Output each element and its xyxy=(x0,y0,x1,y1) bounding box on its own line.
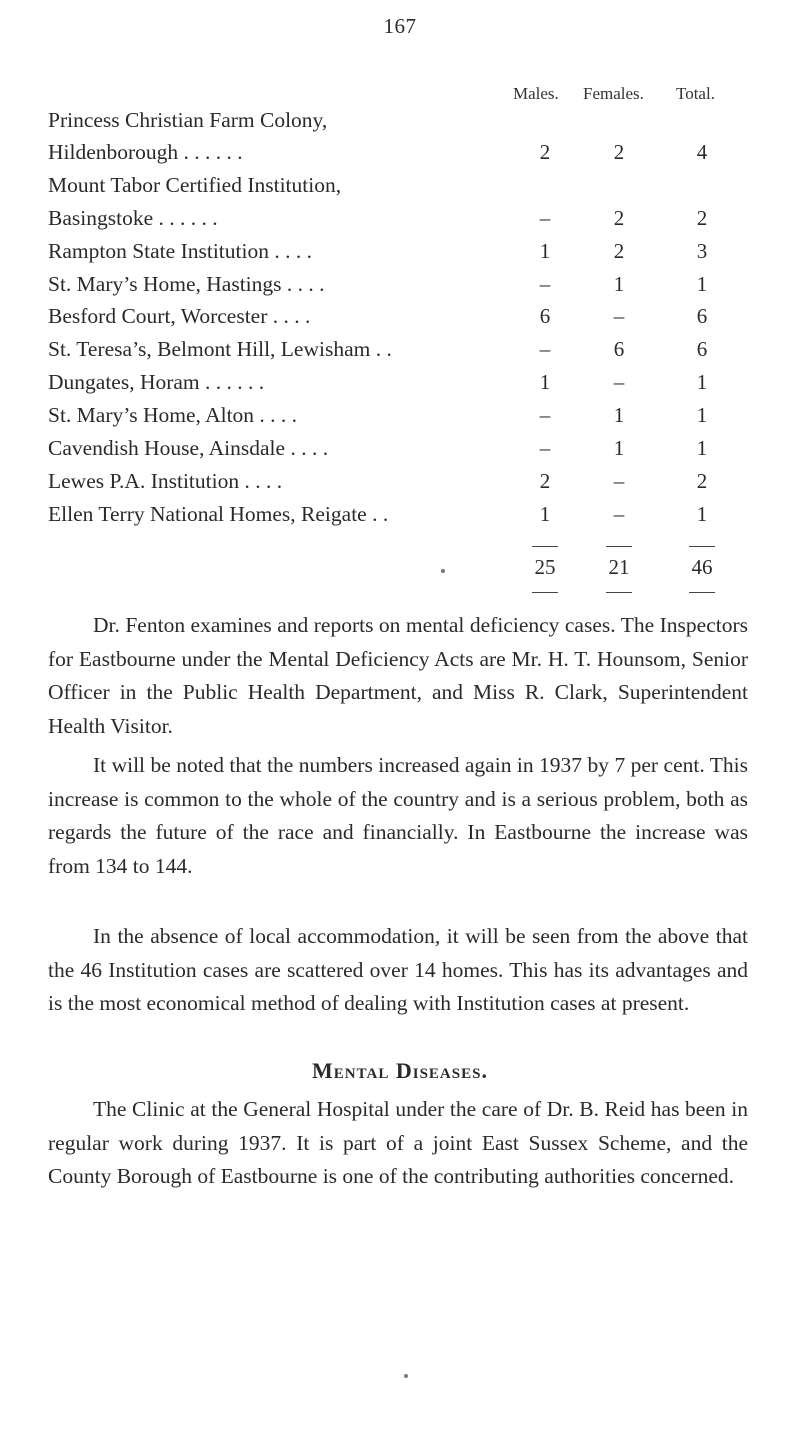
row-females: – xyxy=(613,370,625,394)
row-females: 1 xyxy=(613,436,625,460)
row-females: – xyxy=(613,304,625,328)
row-institution-line: Hildenborough . . . . . . xyxy=(48,140,243,164)
row-females: – xyxy=(613,502,625,526)
page-number: 167 xyxy=(383,14,417,38)
total-rule-bottom xyxy=(606,592,632,593)
row-females: 2 xyxy=(613,206,625,230)
row-total: 6 xyxy=(696,337,708,361)
total-rule-top xyxy=(689,546,715,547)
row-total: 1 xyxy=(696,436,708,460)
total-rule-bottom xyxy=(689,592,715,593)
total-rule-top xyxy=(532,546,558,547)
row-institution-line: Basingstoke . . . . . . xyxy=(48,206,218,230)
total-males: 25 xyxy=(534,555,556,579)
row-institution-line: St. Mary’s Home, Hastings . . . . xyxy=(48,272,325,296)
total-rule-top xyxy=(606,546,632,547)
row-males: – xyxy=(539,272,551,296)
row-females: 2 xyxy=(613,239,625,263)
column-header-total: Total. xyxy=(676,84,715,103)
row-total: 3 xyxy=(696,239,708,263)
paragraph-numbers-increased: It will be noted that the numbers increased again in 1937 by 7 per cent. This increase is common to the whole of the country and is a serious problem, both as regards the future of the race and financially. In Eastbourne the increase was from 134 to 144. xyxy=(48,753,748,878)
total-total: 46 xyxy=(691,555,713,579)
row-institution-line: Ellen Terry National Homes, Reigate . . xyxy=(48,502,389,526)
row-males: 1 xyxy=(539,502,551,526)
row-institution-line: Rampton State Institution . . . . xyxy=(48,239,312,263)
row-males: – xyxy=(539,337,551,361)
total-females: 21 xyxy=(608,555,630,579)
row-males: – xyxy=(539,403,551,427)
row-males: 1 xyxy=(539,239,551,263)
row-total: 1 xyxy=(696,403,708,427)
paragraph-institution-cases: In the absence of local accommodation, it will be seen from the above that the 46 Institution cases are scattered over 14 homes. This has its advantages and is the most economical method of dealing with Institution cases at present. xyxy=(48,924,748,1016)
row-females: 2 xyxy=(613,140,625,164)
row-females: 1 xyxy=(613,403,625,427)
row-total: 2 xyxy=(696,469,708,493)
row-institution-line: Besford Court, Worcester . . . . xyxy=(48,304,311,328)
paragraph-mental-deficiency-inspectors: Dr. Fenton examines and reports on mental deficiency cases. The Inspectors for Eastbourne under the Mental Deficiency Acts are Mr. H. T. Hounsom, Senior Officer in the Public Health Department, and Miss R. Clark, Superintendent Health Visitor. xyxy=(48,613,748,738)
row-total: 1 xyxy=(696,502,708,526)
row-institution-line: Princess Christian Farm Colony, xyxy=(48,108,328,132)
column-header-females: Females. xyxy=(583,84,644,103)
stray-dot xyxy=(441,569,445,573)
row-total: 1 xyxy=(696,370,708,394)
row-males: 2 xyxy=(539,140,551,164)
row-total: 2 xyxy=(696,206,708,230)
paragraph-clinic: The Clinic at the General Hospital under the care of Dr. B. Reid has been in regular work during 1937. It is part of a joint East Sussex Scheme, and the County Borough of Eastbourne is one of the contributing authorities concerned. xyxy=(48,1097,748,1189)
column-header-males: Males. xyxy=(513,84,559,103)
row-males: – xyxy=(539,436,551,460)
row-institution-line: St. Mary’s Home, Alton . . . . xyxy=(48,403,298,427)
row-institution-line: St. Teresa’s, Belmont Hill, Lewisham . . xyxy=(48,337,392,361)
row-males: 6 xyxy=(539,304,551,328)
row-institution-line: Cavendish House, Ainsdale . . . . xyxy=(48,436,329,460)
row-males: 2 xyxy=(539,469,551,493)
row-total: 6 xyxy=(696,304,708,328)
row-institution-line: Mount Tabor Certified Institution, xyxy=(48,173,342,197)
row-females: 1 xyxy=(613,272,625,296)
section-heading-mental-diseases: Mental Diseases. xyxy=(312,1058,488,1083)
row-total: 4 xyxy=(696,140,708,164)
row-females: – xyxy=(613,469,625,493)
row-males: – xyxy=(539,206,551,230)
total-rule-bottom xyxy=(532,592,558,593)
row-males: 1 xyxy=(539,370,551,394)
row-females: 6 xyxy=(613,337,625,361)
row-institution-line: Dungates, Horam . . . . . . xyxy=(48,370,265,394)
row-total: 1 xyxy=(696,272,708,296)
stray-dot xyxy=(404,1374,408,1378)
row-institution-line: Lewes P.A. Institution . . . . xyxy=(48,469,283,493)
